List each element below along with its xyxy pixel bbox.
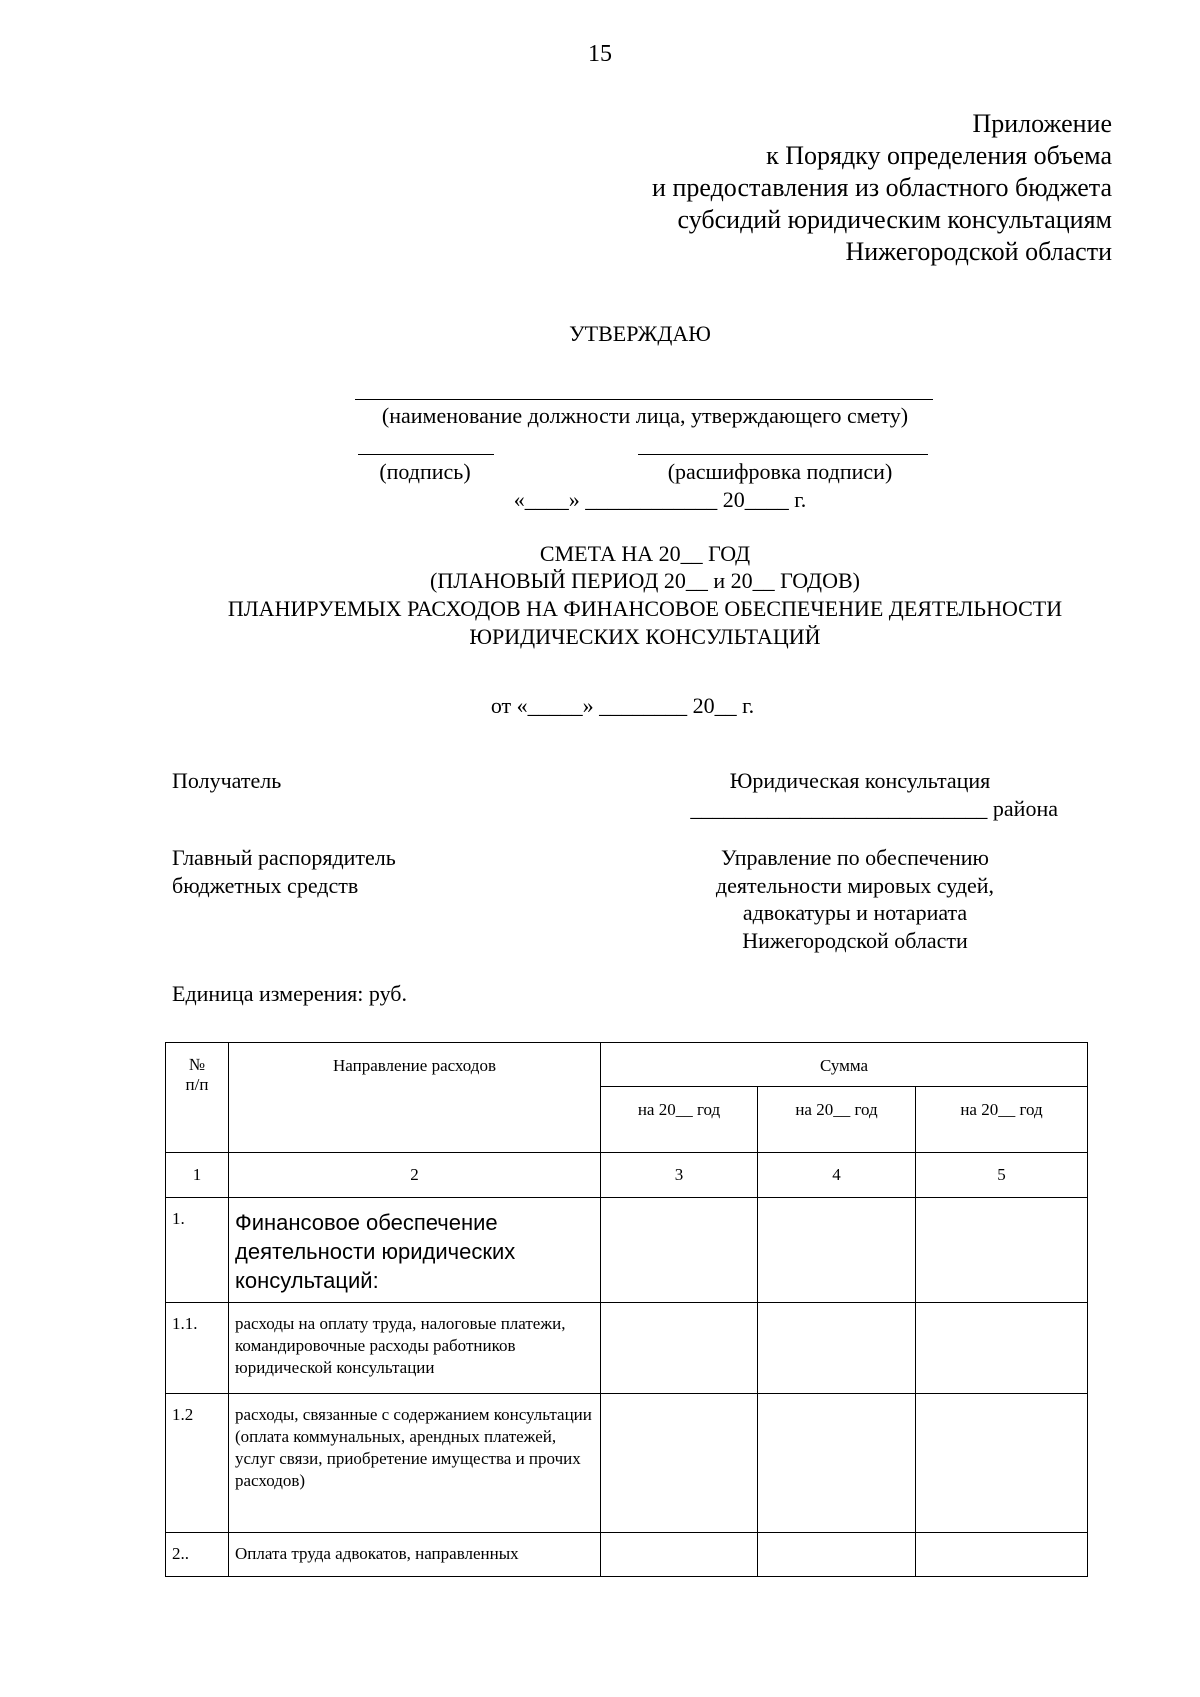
row-3-text: расходы, связанные с содержанием консультации (оплата коммунальных, арендных платежей, услуг связи, приобретение имущества и прочих расходов) <box>229 1394 601 1533</box>
signature-line <box>358 454 494 455</box>
decoding-line <box>638 454 928 455</box>
page-number: 15 <box>588 41 612 67</box>
header-year-2: на 20__ год <box>758 1087 916 1153</box>
manager-value-line-1: Управление по обеспечению <box>721 845 989 870</box>
column-number-2: 2 <box>229 1153 601 1198</box>
header-year-1: на 20__ год <box>601 1087 758 1153</box>
column-numbers-row <box>166 1153 1088 1198</box>
approval-date: «____» ____________ 20____ г. <box>513 487 807 512</box>
table-row <box>166 1198 1088 1303</box>
unit-of-measure: Единица измерения: руб. <box>172 981 407 1006</box>
table-row <box>166 1533 1088 1577</box>
manager-label-line-2: бюджетных средств <box>172 873 359 898</box>
row-3-sum-1 <box>601 1394 758 1533</box>
row-2-num: 1.1. <box>166 1303 229 1394</box>
row-1-sum-3 <box>916 1198 1088 1303</box>
appendix-line-5: Нижегородской области <box>845 237 1112 266</box>
table-row <box>166 1303 1088 1394</box>
column-number-4: 4 <box>758 1153 916 1198</box>
row-1-sum-2 <box>758 1198 916 1303</box>
recipient-value-line-1: Юридическая консультация <box>729 768 991 793</box>
header-num-text: № п/п <box>185 1055 209 1094</box>
row-1-text: Финансовое обеспечение деятельности юридических консультаций: <box>229 1198 601 1303</box>
heading-line-3: ПЛАНИРУЕМЫХ РАСХОДОВ НА ФИНАНСОВОЕ ОБЕСПЕЧЕНИЕ ДЕЯТЕЛЬНОСТИ <box>227 596 1063 621</box>
signature-caption: (подпись) <box>379 459 471 484</box>
position-caption: (наименование должности лица, утверждающего смету) <box>381 403 909 428</box>
table-header-row <box>166 1043 1088 1087</box>
header-direction: Направление расходов <box>229 1043 601 1153</box>
column-number-3: 3 <box>601 1153 758 1198</box>
table-row <box>166 1394 1088 1533</box>
row-4-sum-2 <box>758 1533 916 1577</box>
appendix-line-4: субсидий юридическим консультациям <box>677 205 1112 234</box>
row-4-num: 2.. <box>166 1533 229 1577</box>
header-year-3: на 20__ год <box>916 1087 1088 1153</box>
header-num <box>166 1043 229 1153</box>
manager-value-line-4: Нижегородской области <box>742 928 968 953</box>
row-4-sum-1 <box>601 1533 758 1577</box>
approval-title: УТВЕРЖДАЮ <box>569 321 711 346</box>
manager-value-line-3: адвокатуры и нотариата <box>742 900 968 925</box>
manager-label-line-1: Главный распорядитель <box>172 845 396 870</box>
row-2-sum-3 <box>916 1303 1088 1394</box>
row-3-sum-2 <box>758 1394 916 1533</box>
row-1-num: 1. <box>166 1198 229 1303</box>
heading-line-2: (ПЛАНОВЫЙ ПЕРИОД 20__ и 20__ ГОДОВ) <box>430 568 860 593</box>
row-2-sum-2 <box>758 1303 916 1394</box>
row-4-sum-3 <box>916 1533 1088 1577</box>
column-number-5: 5 <box>916 1153 1088 1198</box>
row-4-text: Оплата труда адвокатов, направленных <box>229 1533 601 1577</box>
column-number-1: 1 <box>166 1153 229 1198</box>
appendix-line-1: Приложение <box>972 109 1112 138</box>
row-3-num: 1.2 <box>166 1394 229 1533</box>
row-2-sum-1 <box>601 1303 758 1394</box>
row-3-sum-3 <box>916 1394 1088 1533</box>
row-2-text: расходы на оплату труда, налоговые платежи, командировочные расходы работников юридической консультации <box>229 1303 601 1394</box>
header-sum: Сумма <box>601 1043 1088 1087</box>
appendix-line-3: и предоставления из областного бюджета <box>652 173 1112 202</box>
decoding-caption: (расшифровка подписи) <box>667 459 893 484</box>
heading-line-4: ЮРИДИЧЕСКИХ КОНСУЛЬТАЦИЙ <box>469 624 821 649</box>
position-line <box>355 399 933 400</box>
heading-line-1: СМЕТА НА 20__ ГОД <box>539 541 751 566</box>
manager-value-line-2: деятельности мировых судей, <box>715 873 995 898</box>
heading-date: от «_____» ________ 20__ г. <box>490 693 755 718</box>
row-1-sum-1 <box>601 1198 758 1303</box>
appendix-line-2: к Порядку определения объема <box>766 141 1112 170</box>
recipient-label: Получатель <box>172 768 282 793</box>
recipient-value-line-2: ___________________________ района <box>690 796 1058 821</box>
estimate-table <box>165 1042 1088 1577</box>
